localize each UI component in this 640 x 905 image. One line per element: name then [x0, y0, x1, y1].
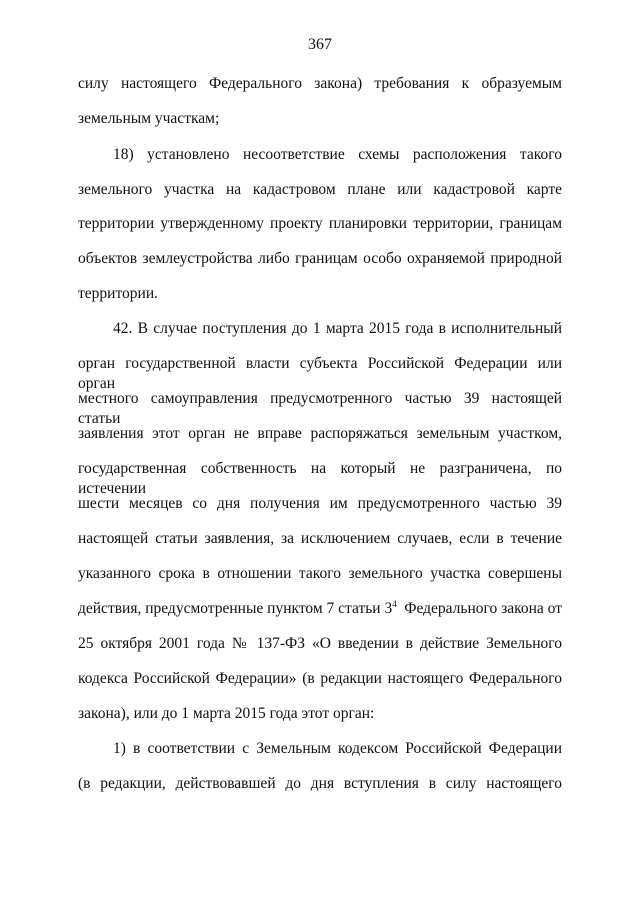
- text-line: [78, 599, 562, 619]
- text-line: земельного участка на кадастровом плане или кадастровой карте: [78, 181, 562, 198]
- text-line: 25 октября 2001 года № 137-ФЗ «О введении в действие Земельного: [78, 635, 562, 652]
- text-line: государственная собственность на который не разграничена, по истечении: [78, 460, 562, 497]
- text-line: 42. В случае поступления до 1 марта 2015 года в исполнительный: [113, 320, 562, 337]
- text-line: настоящей статьи заявления, за исключением случаев, если в течение: [78, 530, 562, 547]
- text-line: (в редакции, действовавшей до дня вступления в силу настоящего: [78, 775, 562, 792]
- text-line: силу настоящего Федерального закона) требования к образуемым: [78, 75, 562, 92]
- text-fragment: Федерального закона от: [404, 600, 562, 617]
- text-line: орган государственной власти субъекта Российской Федерации или орган: [78, 355, 562, 392]
- text-line: местного самоуправления предусмотренного частью 39 настоящей статьи: [78, 390, 562, 427]
- text-line: кодекса Российской Федерации» (в редакции настоящего Федерального: [78, 670, 562, 687]
- text-line: заявления этот орган не вправе распоряжаться земельным участком,: [78, 425, 562, 442]
- page-number: 367: [308, 36, 332, 53]
- superscript: 4: [392, 598, 397, 609]
- text-line: 1) в соответствии с Земельным кодексом Российской Федерации: [113, 740, 562, 757]
- text-fragment: [78, 599, 397, 619]
- text-line: шести месяцев со дня получения им предусмотренного частью 39: [78, 495, 562, 512]
- text-line: закона), или до 1 марта 2015 года этот орган:: [78, 705, 375, 722]
- text-line: земельным участкам;: [78, 110, 220, 127]
- text-line: территории.: [78, 285, 158, 302]
- text-line: объектов землеустройства либо границам особо охраняемой природной: [78, 250, 562, 267]
- text-line: указанного срока в отношении такого земельного участка совершены: [78, 565, 562, 582]
- text-fragment-main: действия, предусмотренные пунктом 7 статьи 3: [78, 600, 393, 617]
- text-line: 18) установлено несоответствие схемы расположения такого: [113, 146, 562, 163]
- text-line: территории утвержденному проекту планировки территории, границам: [78, 215, 562, 232]
